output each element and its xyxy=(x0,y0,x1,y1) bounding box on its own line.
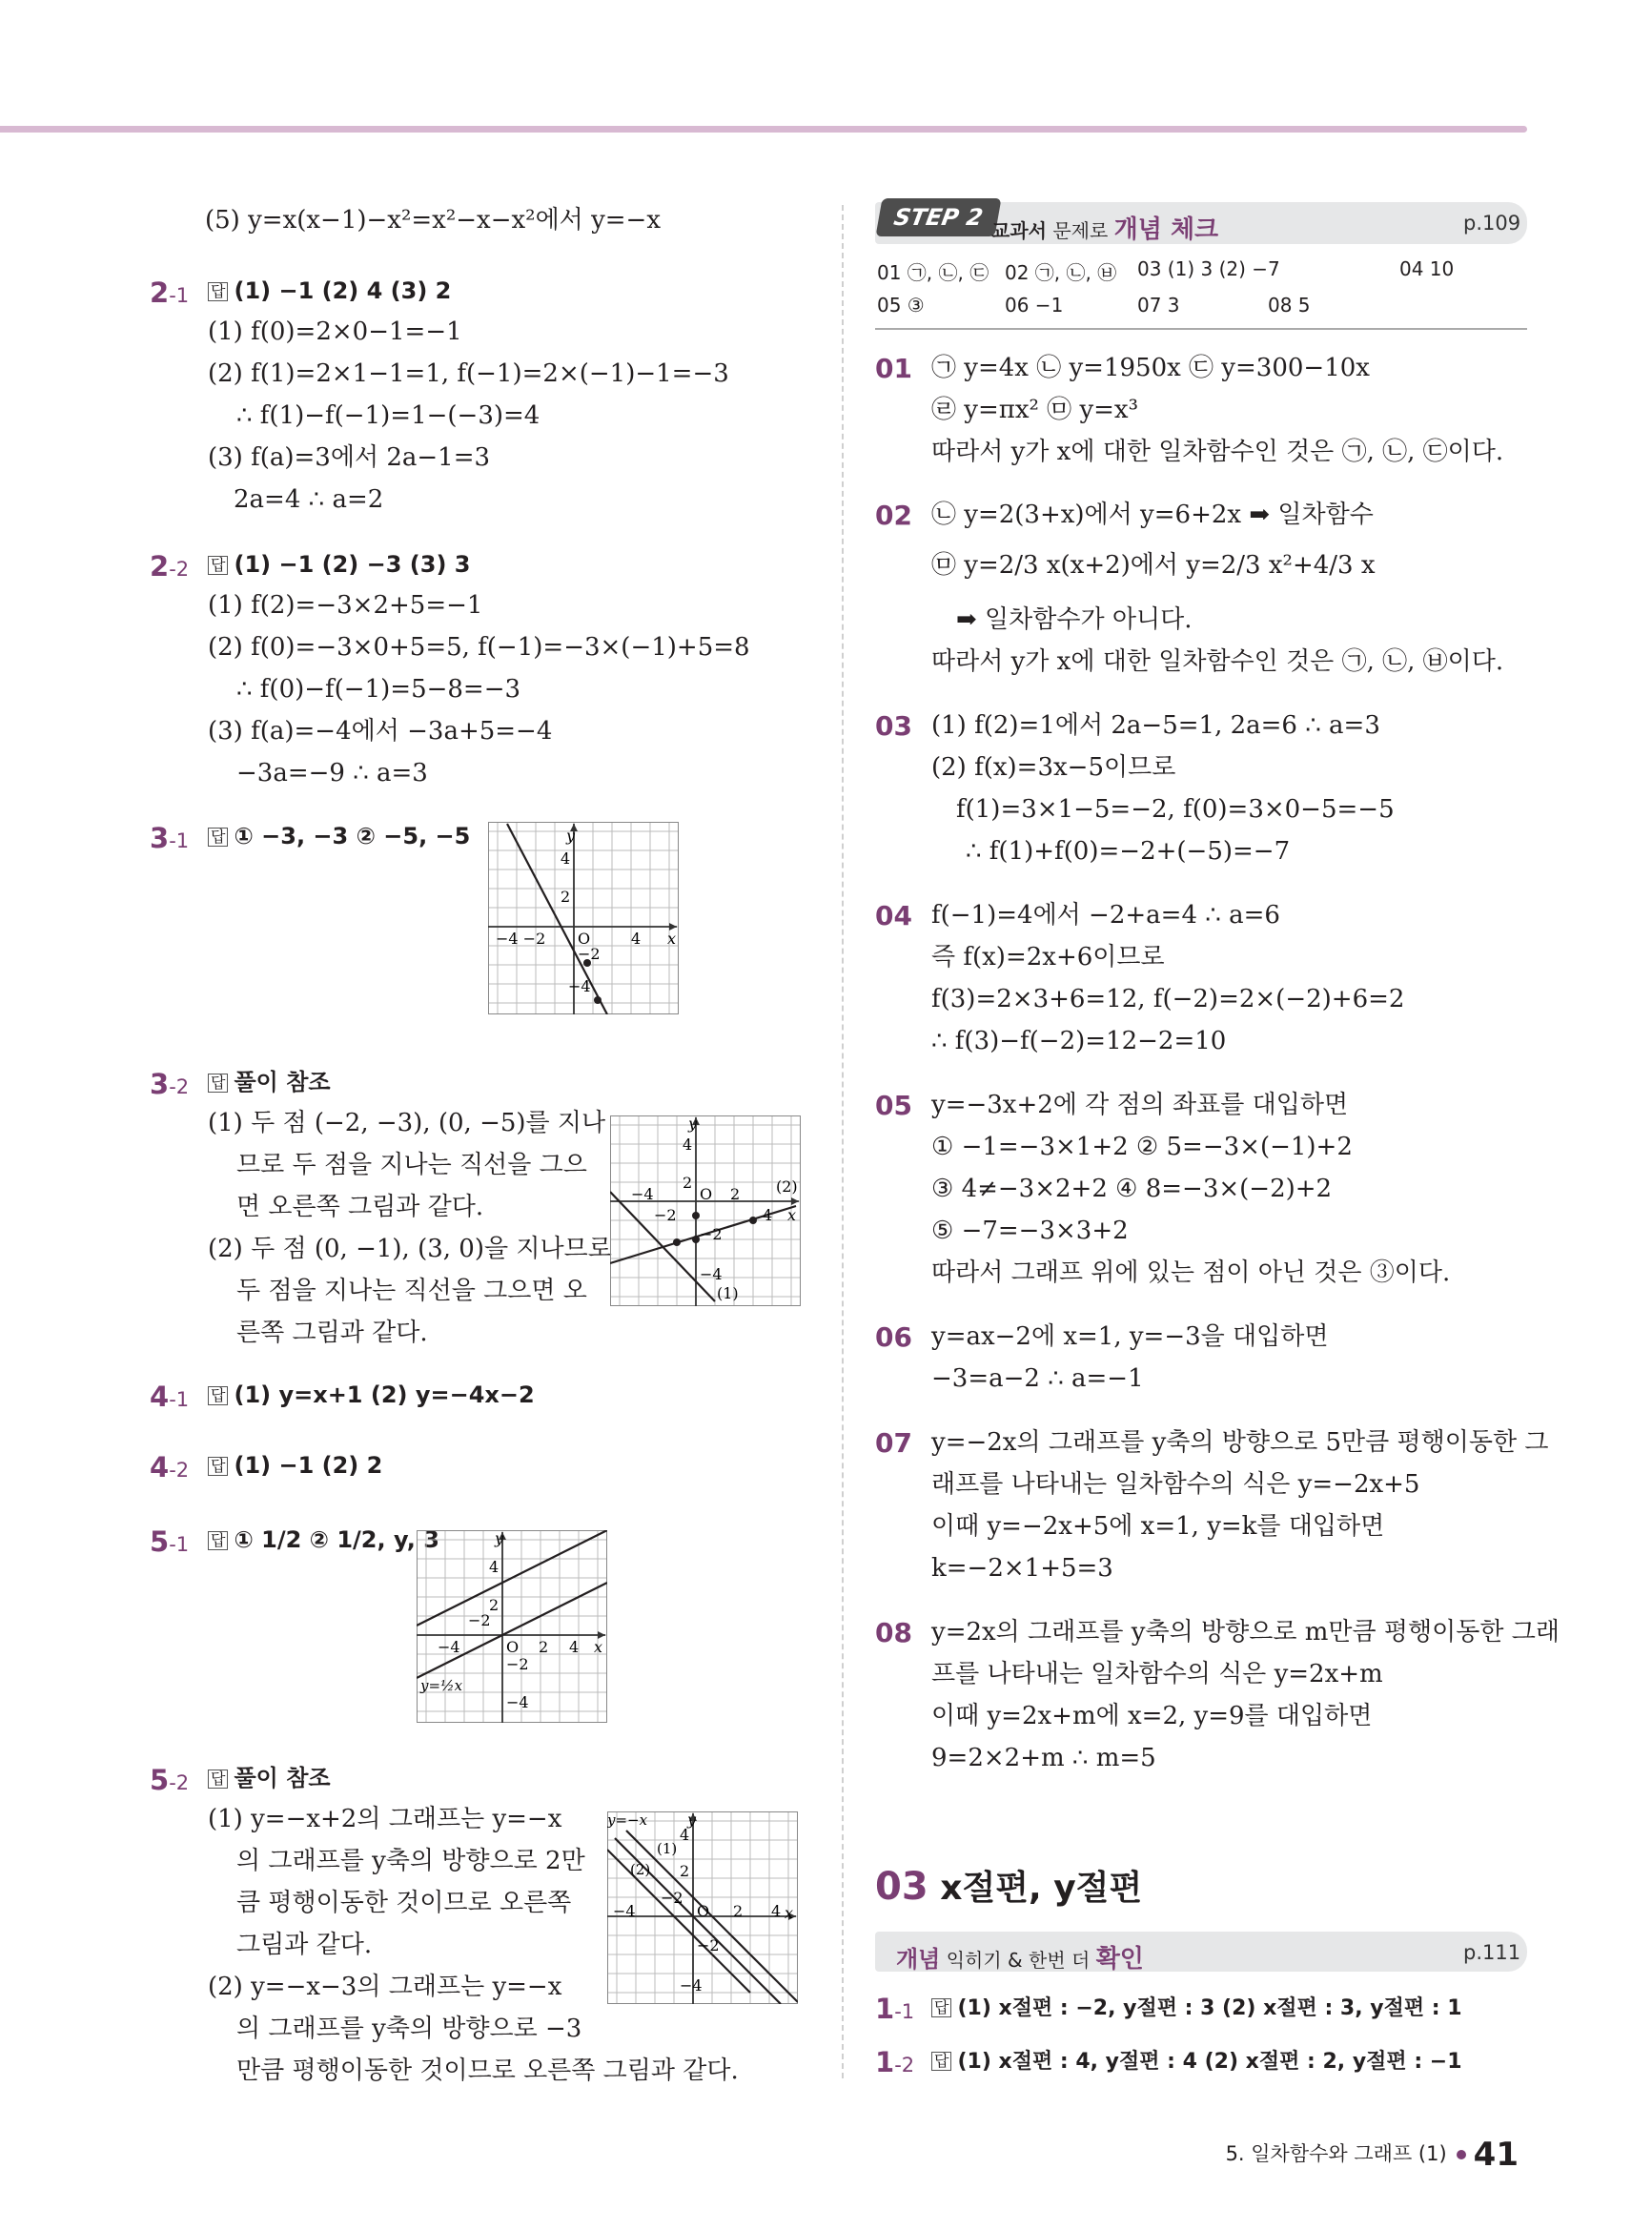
tick-label: −4 xyxy=(700,1265,723,1283)
problem-5-2-answer: 답 풀이 참조 xyxy=(208,1766,331,1790)
tick-label: 4 xyxy=(489,1558,500,1576)
answer-tag: 답 xyxy=(208,1770,228,1789)
tick-label: 4 xyxy=(561,849,571,868)
line-label-2: (2) xyxy=(776,1177,798,1196)
axis-y-label: y xyxy=(495,1530,504,1547)
solution-line: (2) f(0)=−3×0+5=5, f(−1)=−3×(−1)+5=8 xyxy=(208,633,750,662)
problem-4-1-number: 4-1 xyxy=(150,1381,190,1413)
solution-line: −3=a−2 ∴ a=−1 xyxy=(931,1364,1144,1393)
solution-line: f(1)=3×1−5=−2, f(0)=3×0−5=−5 xyxy=(956,795,1395,824)
solution-line: −3a=−9 ∴ a=3 xyxy=(236,759,428,788)
quick-answer: 05 ③ xyxy=(877,294,925,317)
tick-label: 4 xyxy=(569,1638,580,1656)
tick-label: 2 xyxy=(539,1638,549,1656)
page-footer xyxy=(1226,2136,1519,2174)
solution-line: 므로 두 점을 지나는 직선을 그으 xyxy=(236,1151,587,1179)
equation-label: y=½x xyxy=(420,1677,463,1694)
axis-x-label: x xyxy=(594,1638,603,1656)
answer-tag: 답 xyxy=(208,1074,228,1093)
solution-line: ㉤ y=2/3 x(x+2)에서 y=2/3 x²+4/3 x xyxy=(931,551,1376,580)
problem-1-2-number: 1-2 xyxy=(875,2046,915,2078)
solution-line: (2) f(1)=2×1−1=1, f(−1)=2×(−1)−1=−3 xyxy=(208,359,729,388)
solution-line: 큼 평행이동한 것이므로 오른쪽 xyxy=(236,1889,572,1917)
axis-x-label: x xyxy=(787,1206,797,1224)
answer-tag: 답 xyxy=(208,556,228,575)
tick-label: −4 −2 xyxy=(496,930,546,948)
problem-1-1-answer: 답 (1) x절편 : −2, y절편 : 3 (2) x절편 : 3, y절편 : 1 xyxy=(931,1995,1462,2019)
solution-line: ➡ 일차함수가 아니다. xyxy=(956,605,1193,634)
solution-line: (1) f(0)=2×0−1=−1 xyxy=(208,317,462,346)
solution-line: y=2x의 그래프를 y축의 방향으로 m만큼 평행이동한 그래 xyxy=(931,1618,1560,1647)
chapter-title: 5. 일차함수와 그래프 (1) xyxy=(1225,2142,1447,2165)
step-badge: STEP 2 xyxy=(875,198,1001,236)
tick-label: −4 xyxy=(631,1185,654,1203)
solution-01-number: 01 xyxy=(875,353,912,384)
tick-label: −2 xyxy=(700,1225,723,1243)
tick-label: 2 xyxy=(683,1174,693,1192)
answer-tag: 답 xyxy=(208,1531,228,1550)
axis-y-label: y xyxy=(687,1811,697,1829)
tick-label: 2 xyxy=(489,1596,500,1614)
tick-label: −2 xyxy=(506,1655,529,1673)
page-number: 41 xyxy=(1473,2136,1519,2174)
tick-label: −4 xyxy=(438,1638,460,1656)
origin-label: O xyxy=(506,1638,520,1656)
solution-line: 따라서 y가 x에 대한 일차함수인 것은 ㉠, ㉡, ㉥이다. xyxy=(931,647,1504,676)
tick-label: 4 xyxy=(771,1902,782,1920)
solution-line: 따라서 y가 x에 대한 일차함수인 것은 ㉠, ㉡, ㉢이다. xyxy=(931,438,1504,466)
answer-tag: 답 xyxy=(208,282,228,301)
solution-line: ∴ f(0)−f(−1)=5−8=−3 xyxy=(236,675,521,704)
line-label-1: (1) xyxy=(657,1840,678,1857)
step2-header-title: 교과서 문제로 개념 체크 xyxy=(991,215,1219,244)
problem-1-1-number: 1-1 xyxy=(875,1993,915,2025)
problem-3-2-number: 3-2 xyxy=(150,1068,190,1100)
column-divider xyxy=(842,205,844,2078)
solution-line: 프를 나타내는 일차함수의 식은 y=2x+m xyxy=(931,1660,1383,1688)
problem-3-1-number: 3-1 xyxy=(150,822,190,854)
problem-2-1-number: 2-1 xyxy=(150,276,190,309)
line-label-2: (2) xyxy=(630,1861,651,1878)
quick-answer: 07 3 xyxy=(1137,294,1180,317)
tick-label: −2 xyxy=(468,1611,491,1629)
footer-dot xyxy=(1457,2150,1466,2159)
tick-label: 2 xyxy=(680,1862,690,1880)
solution-line: 2a=4 ∴ a=2 xyxy=(234,485,384,514)
origin-label: O xyxy=(700,1185,713,1203)
tick-label: −2 xyxy=(697,1936,720,1954)
graph-3-2 xyxy=(610,1115,801,1306)
tick-label: −4 xyxy=(680,1976,703,1995)
tick-label: −4 xyxy=(568,977,591,995)
header-page-ref: p.109 xyxy=(1463,212,1521,235)
solution-line: 의 그래프를 y축의 방향으로 2만 xyxy=(236,1847,585,1875)
solution-line: y=−3x+2에 각 점의 좌표를 대입하면 xyxy=(931,1091,1349,1119)
solution-line: ⑤ −7=−3×3+2 xyxy=(931,1217,1129,1245)
solution-line: k=−2×1+5=3 xyxy=(931,1554,1113,1583)
solution-line: 즉 f(x)=2x+6이므로 xyxy=(931,943,1165,972)
quick-answer: 04 10 xyxy=(1399,257,1455,280)
solution-line: (1) 두 점 (−2, −3), (0, −5)를 지나 xyxy=(208,1109,606,1137)
solution-line: ③ 4≠−3×2+2 ④ 8=−3×(−2)+2 xyxy=(931,1175,1333,1203)
problem-4-2-number: 4-2 xyxy=(150,1451,190,1483)
graph-5-1 xyxy=(417,1530,607,1723)
problem-3-1-answer: 답 ① −3, −3 ② −5, −5 xyxy=(208,824,470,849)
solution-line: (2) 두 점 (0, −1), (3, 0)을 지나므로 xyxy=(208,1235,612,1263)
tick-label: −2 xyxy=(578,945,601,963)
problem-2-2-answer: 답 (1) −1 (2) −3 (3) 3 xyxy=(208,552,470,577)
axis-y-label: y xyxy=(688,1115,698,1133)
quick-answer: 02 ㉠, ㉡, ㉥ xyxy=(1005,261,1117,284)
answer-tag: 답 xyxy=(931,1998,951,2017)
axis-y-label: y xyxy=(566,827,576,845)
solution-line: ㉡ y=2(3+x)에서 y=6+2x ➡ 일차함수 xyxy=(931,501,1374,529)
origin-label: O xyxy=(697,1902,710,1920)
tick-label: 4 xyxy=(680,1826,690,1844)
problem-3-2-answer: 답 풀이 참조 xyxy=(208,1070,331,1095)
solution-line: ∴ f(3)−f(−2)=12−2=10 xyxy=(931,1027,1227,1055)
axis-x-label: x xyxy=(667,930,677,948)
solution-04-number: 04 xyxy=(875,900,912,931)
solution-line: 이때 y=2x+m에 x=2, y=9를 대입하면 xyxy=(931,1702,1373,1730)
answer-tag: 답 xyxy=(208,1386,228,1405)
solution-07-number: 07 xyxy=(875,1427,912,1459)
problem-2-2-number: 2-2 xyxy=(150,550,190,583)
problem-1-2-answer: 답 (1) x절편 : 4, y절편 : 4 (2) x절편 : 2, y절편 : −1 xyxy=(931,2048,1462,2073)
solution-line: 면 오른쪽 그림과 같다. xyxy=(236,1193,484,1221)
tick-label: −2 xyxy=(654,1206,677,1224)
solution-line: (1) f(2)=−3×2+5=−1 xyxy=(208,591,483,620)
tick-label: 4 xyxy=(763,1206,773,1224)
tick-label: −2 xyxy=(661,1889,683,1907)
tick-label: 2 xyxy=(561,888,571,906)
solution-line: (2) f(x)=3x−5이므로 xyxy=(931,753,1176,782)
problem-5-1-number: 5-1 xyxy=(150,1525,190,1558)
solution-line: 의 그래프를 y축의 방향으로 −3 xyxy=(236,2015,582,2043)
graph-3-1 xyxy=(488,822,679,1014)
solution-line: (3) f(a)=−4에서 −3a+5=−4 xyxy=(208,717,553,746)
concept-page-ref: p.111 xyxy=(1463,1941,1521,1964)
solution-line: (2) y=−x−3의 그래프는 y=−x xyxy=(208,1973,562,2001)
solution-line: 그림과 같다. xyxy=(236,1931,373,1959)
quick-answer-rule xyxy=(875,328,1527,330)
graph-5-2 xyxy=(607,1811,798,2004)
solution-line: ㉠ y=4x ㉡ y=1950x ㉢ y=300−10x xyxy=(931,354,1370,382)
quick-answer: 01 ㉠, ㉡, ㉢ xyxy=(877,261,989,284)
solution-line: 이때 y=−2x+5에 x=1, y=k를 대입하면 xyxy=(931,1512,1385,1541)
solution-line: y=−2x의 그래프를 y축의 방향으로 5만큼 평행이동한 그 xyxy=(931,1428,1549,1457)
solution-line: ㉣ y=πx² ㉤ y=x³ xyxy=(931,396,1139,424)
tick-label: 2 xyxy=(730,1185,741,1203)
solution-06-number: 06 xyxy=(875,1321,912,1353)
solution-08-number: 08 xyxy=(875,1617,912,1648)
tick-label: −4 xyxy=(613,1902,636,1920)
quick-answer: 06 −1 xyxy=(1005,294,1064,317)
line-label-1: (1) xyxy=(717,1284,739,1302)
tick-label: 2 xyxy=(733,1902,744,1920)
solution-line: ∴ f(1)−f(−1)=1−(−3)=4 xyxy=(236,401,540,430)
solution-line: (1) y=−x+2의 그래프는 y=−x xyxy=(208,1805,562,1833)
solution-line: ∴ f(1)+f(0)=−2+(−5)=−7 xyxy=(966,837,1291,866)
problem-5-2-number: 5-2 xyxy=(150,1764,190,1796)
solution-02-number: 02 xyxy=(875,500,912,531)
answer-tag: 답 xyxy=(931,2052,951,2071)
problem-4-1-answer: 답 (1) y=x+1 (2) y=−4x−2 xyxy=(208,1382,535,1407)
tick-label: −4 xyxy=(506,1693,529,1711)
answer-tag: 답 xyxy=(208,828,228,847)
solution-line: 9=2×2+m ∴ m=5 xyxy=(931,1744,1156,1772)
axis-x-label: x xyxy=(785,1904,794,1922)
origin-label: O xyxy=(578,930,591,948)
answer-tag: 답 xyxy=(208,1457,228,1476)
equation-label: y=−x xyxy=(607,1811,648,1829)
line-5: (5) y=x(x−1)−x²=x²−x−x²에서 y=−x xyxy=(205,206,661,235)
solution-line: y=ax−2에 x=1, y=−3을 대입하면 xyxy=(931,1322,1329,1351)
problem-2-1-answer: 답 (1) −1 (2) 4 (3) 2 xyxy=(208,278,451,303)
tick-label: 4 xyxy=(631,930,642,948)
solution-03-number: 03 xyxy=(875,710,912,742)
problem-5-1-answer: 답 ① 1/2 ② 1/2, y, 3 xyxy=(208,1527,439,1552)
section-title: 03 x절편, y절편 xyxy=(875,1865,1143,1909)
solution-line: ① −1=−3×1+2 ② 5=−3×(−1)+2 xyxy=(931,1133,1353,1161)
quick-answer: 08 5 xyxy=(1268,294,1311,317)
tick-label: 4 xyxy=(683,1135,693,1154)
solution-05-number: 05 xyxy=(875,1090,912,1121)
solution-line: (3) f(a)=3에서 2a−1=3 xyxy=(208,443,491,472)
quick-answer: 03 (1) 3 (2) −7 xyxy=(1137,257,1280,280)
solution-line: 만큼 평행이동한 것이므로 오른쪽 그림과 같다. xyxy=(236,2056,739,2085)
concept-header-title: 개념 익히기 & 한번 더 확인 xyxy=(896,1945,1144,1974)
solution-line: 래프를 나타내는 일차함수의 식은 y=−2x+5 xyxy=(931,1470,1420,1499)
solution-line: f(−1)=4에서 −2+a=4 ∴ a=6 xyxy=(931,901,1280,930)
solution-line: 따라서 그래프 위에 있는 점이 아닌 것은 ③이다. xyxy=(931,1258,1451,1287)
problem-4-2-answer: 답 (1) −1 (2) 2 xyxy=(208,1453,382,1478)
solution-line: 른쪽 그림과 같다. xyxy=(236,1319,428,1347)
solution-line: (1) f(2)=1에서 2a−5=1, 2a=6 ∴ a=3 xyxy=(931,711,1380,740)
solution-line: 두 점을 지나는 직선을 그으면 오 xyxy=(236,1277,587,1305)
top-accent-bar xyxy=(0,126,1527,133)
solution-line: f(3)=2×3+6=12, f(−2)=2×(−2)+6=2 xyxy=(931,985,1405,1013)
